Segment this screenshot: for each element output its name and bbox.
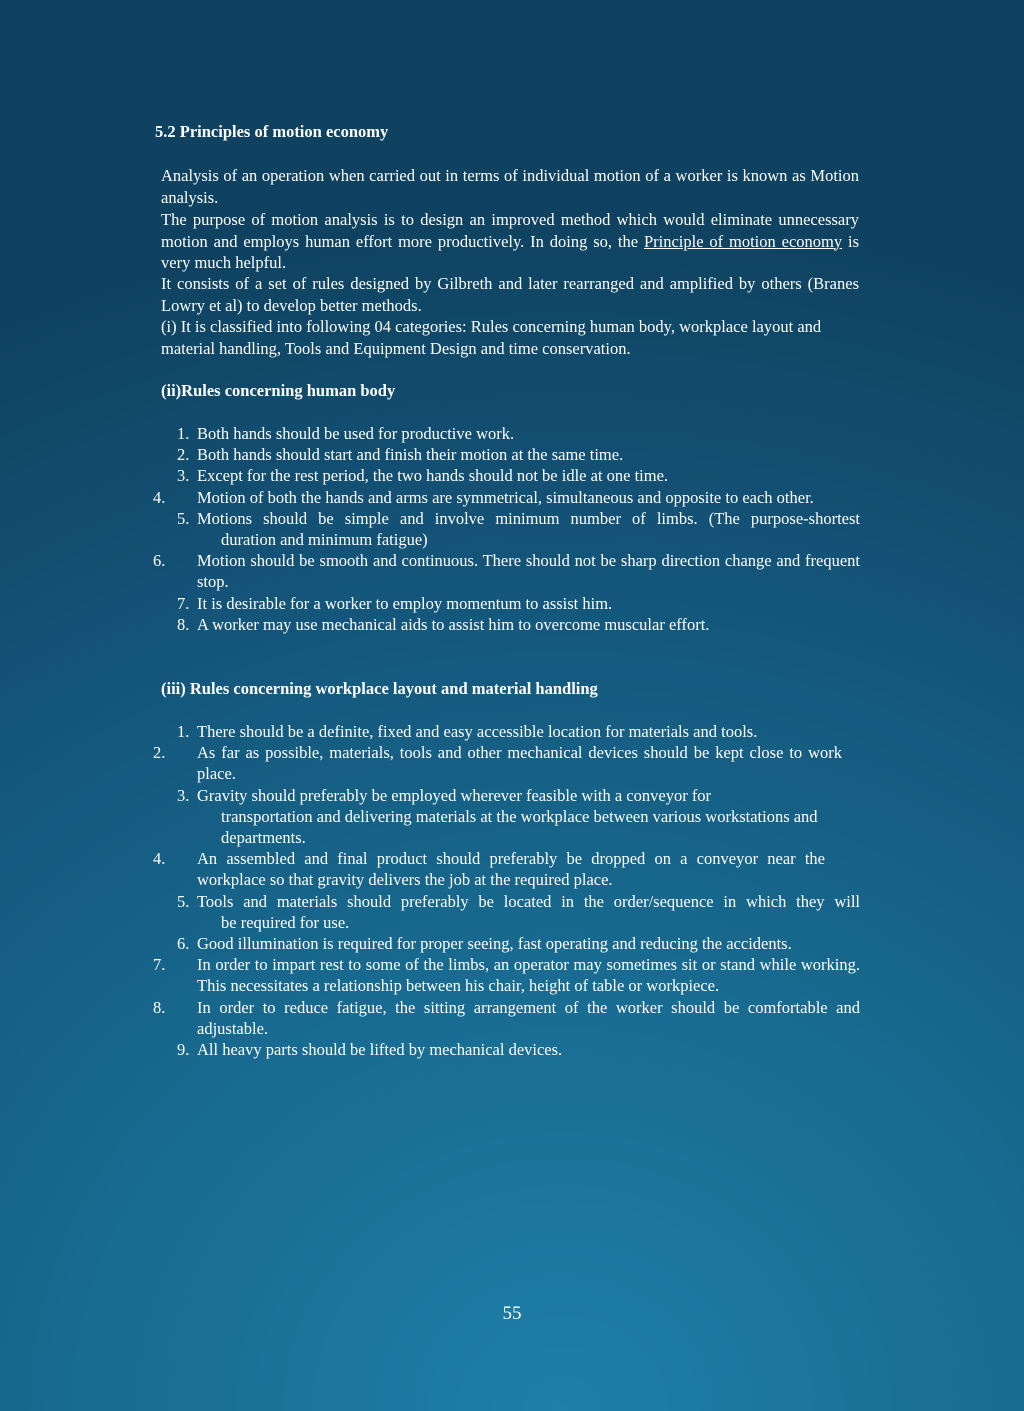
list-item xyxy=(0,465,1024,486)
list-item xyxy=(0,423,1024,444)
item-text-continuation: duration and minimum fatigue) xyxy=(221,530,428,550)
list-item xyxy=(0,891,1024,933)
item-text: Tools and materials should preferably be located in the order/sequence in which they will xyxy=(197,891,860,911)
list-item xyxy=(0,593,1024,614)
item-number: 9. xyxy=(177,1040,190,1060)
item-text: Motions should be simple and involve minimum number of limbs. (The purpose-shortest xyxy=(197,508,860,528)
item-number: 4. xyxy=(153,487,166,507)
paragraph-purpose xyxy=(161,209,859,274)
list-item xyxy=(0,721,1024,742)
page-number: 55 xyxy=(502,1303,522,1324)
item-number: 5. xyxy=(177,891,190,911)
list-item xyxy=(0,848,1024,890)
item-number: 8. xyxy=(177,614,190,634)
item-text: Good illumination is required for proper seeing, fast operating and reducing the accidents. xyxy=(197,934,792,954)
item-text: In order to impart rest to some of the limbs, an operator may sometimes sit or stand while working. This necessitates a relationship between his chair, height of table or workpiece. xyxy=(197,955,860,996)
list-item xyxy=(0,785,1024,849)
item-text: Both hands should start and finish their motion at the same time. xyxy=(197,445,624,465)
list-item xyxy=(0,742,1024,784)
paragraph-gilbreth: It consists of a set of rules designed by Gilbreth and later rearranged and amplified by others (Branes Lowry et al) to develop better methods. xyxy=(161,274,859,315)
paragraph-purpose-end: is very much helpful. xyxy=(161,231,860,273)
item-number: 2. xyxy=(153,743,166,763)
subheading-human-body: (ii)Rules concerning human body xyxy=(161,381,396,400)
list-item xyxy=(0,508,1024,550)
section-heading: 5.2 Principles of motion economy xyxy=(155,122,389,141)
list-human-body xyxy=(0,423,1024,635)
item-text: Gravity should preferably be employed wherever feasible with a conveyor for xyxy=(197,785,712,805)
item-number: 6. xyxy=(177,934,190,954)
item-number: 8. xyxy=(153,997,166,1017)
item-text-continuation: transportation and delivering materials at the workplace between various workstations and departments. xyxy=(221,806,818,848)
item-text: Except for the rest period, the two hands should not be idle at one time. xyxy=(197,466,669,486)
item-text: It is desirable for a worker to employ momentum to assist him. xyxy=(197,593,613,613)
list-item xyxy=(0,550,1024,592)
item-number: 6. xyxy=(153,551,166,571)
list-item xyxy=(0,954,1024,996)
item-text-continuation: be required for use. xyxy=(221,912,350,932)
item-number: 1. xyxy=(177,722,190,741)
item-number: 7. xyxy=(177,593,190,613)
paragraph-motion-analysis: Analysis of an operation when carried out in terms of individual motion of a worker is known as Motion analysis. xyxy=(161,166,859,207)
item-number: 2. xyxy=(177,445,190,465)
paragraph-purpose-text: The purpose of motion analysis is to design an improved method which would eliminate unnecessary motion and employs human effort more productively. In doing so, the xyxy=(161,210,859,251)
item-number: 5. xyxy=(177,508,190,528)
paragraph-categories: (i) It is classified into following 04 categories: Rules concerning human body, workplace layout and material handling, Tools and Equipment Design and time conservation. xyxy=(161,317,822,358)
item-text: A worker may use mechanical aids to assist him to overcome muscular effort. xyxy=(197,614,710,634)
list-item xyxy=(0,614,1024,635)
item-number: 4. xyxy=(153,849,166,869)
item-number: 1. xyxy=(177,424,190,443)
list-item xyxy=(0,997,1024,1039)
list-item xyxy=(0,444,1024,465)
item-text: There should be a definite, fixed and easy accessible location for materials and tools. xyxy=(197,722,758,741)
item-text: Motion of both the hands and arms are symmetrical, simultaneous and opposite to each other. xyxy=(197,487,814,507)
item-text: In order to reduce fatigue, the sitting arrangement of the worker should be comfortable and adjustable. xyxy=(197,997,860,1038)
item-text: As far as possible, materials, tools and other mechanical devices should be kept close to work place. xyxy=(197,743,842,784)
list-item xyxy=(0,487,1024,508)
item-number: 3. xyxy=(177,785,190,805)
item-text: Motion should be smooth and continuous. There should not be sharp direction change and frequent stop. xyxy=(197,551,860,592)
item-text: An assembled and final product should preferably be dropped on a conveyor near the workplace so that gravity delivers the job at the required place. xyxy=(197,849,825,890)
item-text: All heavy parts should be lifted by mechanical devices. xyxy=(197,1040,563,1060)
item-number: 7. xyxy=(153,955,166,975)
principle-link-text: Principle of motion economy xyxy=(643,231,843,251)
item-number: 3. xyxy=(177,466,190,486)
subheading-workplace-layout: (iii) Rules concerning workplace layout and material handling xyxy=(161,679,598,698)
list-item xyxy=(0,933,1024,954)
item-text: Both hands should be used for productive work. xyxy=(197,424,515,443)
list-item xyxy=(0,1039,1024,1060)
list-workplace-layout xyxy=(0,721,1024,1060)
